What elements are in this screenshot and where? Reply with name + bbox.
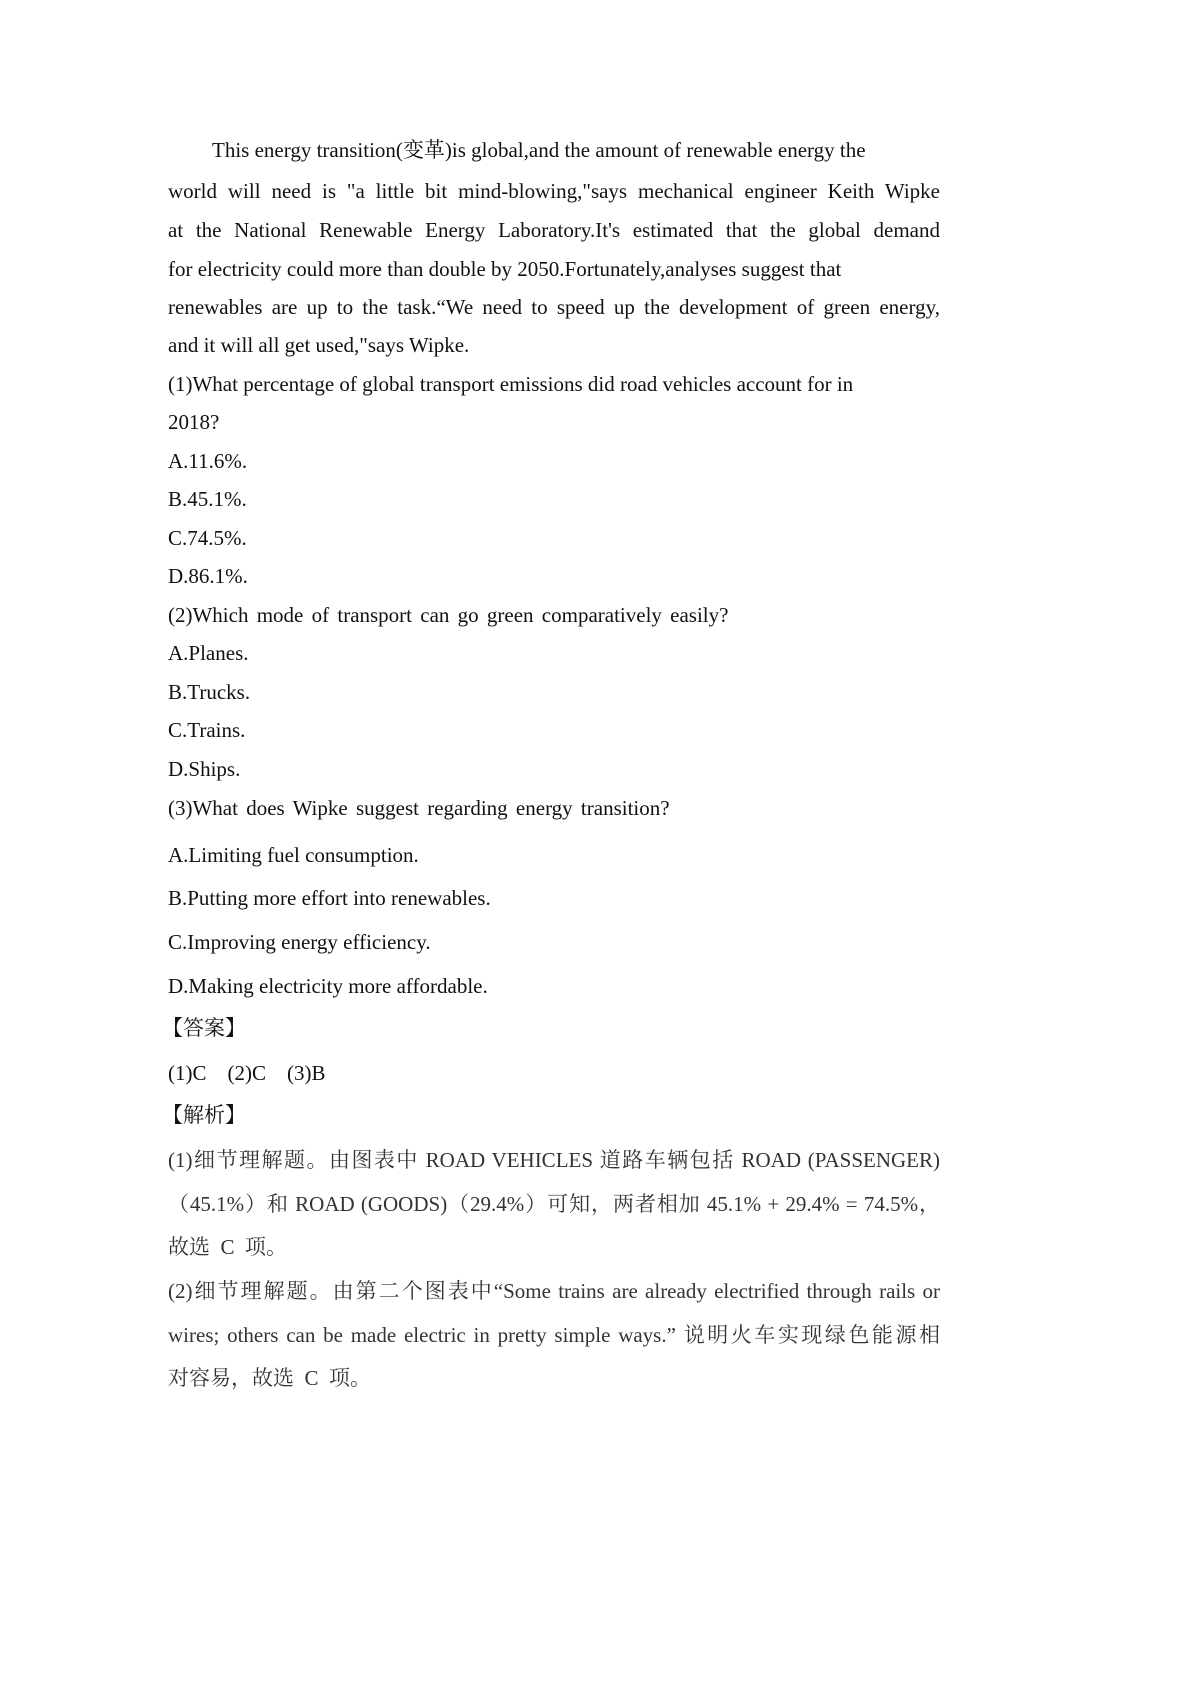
option-d: D.Making electricity more affordable.: [168, 974, 488, 998]
analysis-line: 对容易，故选 C 项。: [168, 1366, 372, 1390]
option-a: A.Limiting fuel consumption.: [168, 843, 419, 867]
option-d: D.86.1%.: [168, 564, 248, 588]
option-c: C.74.5%.: [168, 526, 247, 550]
question-stem: (3)What does Wipke suggest regarding energy transition?: [168, 796, 670, 820]
option-b: B.45.1%.: [168, 487, 247, 511]
passage-line: at the National Renewable Energy Laboratory.It's estimated that the global demand: [168, 218, 940, 242]
passage-line: This energy transition(变革)is global,and the amount of renewable energy the: [212, 138, 866, 162]
analysis-line: (2)细节理解题。由第二个图表中“Some trains are already electrified through rails or: [168, 1279, 940, 1303]
option-c: C.Trains.: [168, 718, 246, 742]
analysis-line: (1)细节理解题。由图表中 ROAD VEHICLES 道路车辆包括 ROAD (PASSENGER): [168, 1148, 940, 1172]
passage-line: renewables are up to the task.“We need to speed up the development of green energy,: [168, 295, 940, 319]
analysis-line: 故选 C 项。: [168, 1235, 288, 1259]
option-b: B.Trucks.: [168, 680, 251, 704]
question-stem: 2018?: [168, 410, 220, 434]
option-c: C.Improving energy efficiency.: [168, 930, 431, 954]
answer-text: (1)C (2)C (3)B: [168, 1061, 326, 1085]
passage-line: for electricity could more than double by 2050.Fortunately,analyses suggest that: [168, 257, 842, 281]
option-d: D.Ships.: [168, 757, 241, 781]
option-a: A.Planes.: [168, 641, 249, 665]
question-stem: (2)Which mode of transport can go green comparatively easily?: [168, 603, 729, 627]
analysis-line: wires; others can be made electric in pretty simple ways.” 说明火车实现绿色能源相: [168, 1323, 940, 1347]
passage-line: and it will all get used,"says Wipke.: [168, 333, 470, 357]
question-stem: (1)What percentage of global transport emissions did road vehicles account for in: [168, 372, 854, 396]
answer-heading: 【答案】: [162, 1016, 246, 1040]
option-b: B.Putting more effort into renewables.: [168, 886, 491, 910]
analysis-heading: 【解析】: [162, 1103, 246, 1127]
analysis-line: （45.1%）和 ROAD (GOODS)（29.4%）可知，两者相加 45.1% + 29.4% = 74.5%，: [168, 1192, 940, 1216]
passage-line: world will need is "a little bit mind-blowing,"says mechanical engineer Keith Wipke: [168, 179, 940, 203]
option-a: A.11.6%.: [168, 449, 248, 473]
